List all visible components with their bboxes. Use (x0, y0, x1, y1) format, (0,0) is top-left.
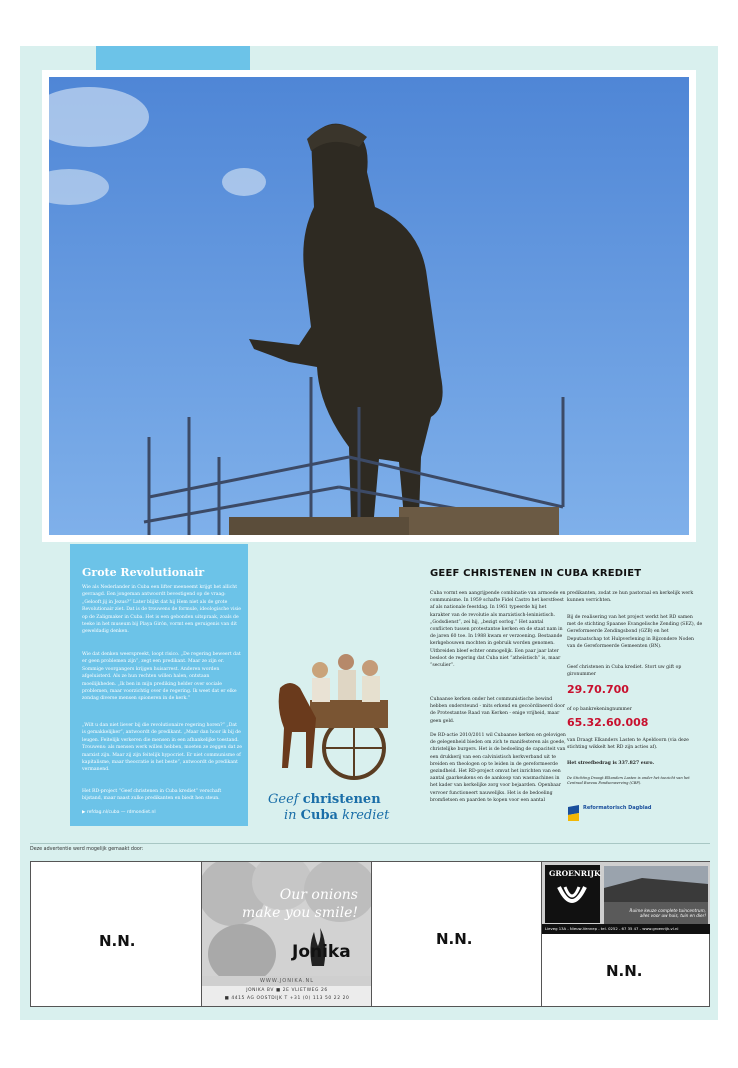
slogan-word: krediet (342, 808, 390, 823)
groenrijk-brand: GROENRIJK (549, 869, 601, 878)
top-accent-tab (96, 46, 250, 72)
anonymous-sponsor: N.N. (436, 930, 473, 948)
article-title: GEEF CHRISTENEN IN CUBA KREDIET (430, 568, 642, 579)
onion-slogan-line: make you smile! (242, 905, 358, 921)
bank-account-number: 65.32.60.008 (567, 716, 649, 729)
jonika-address: JONIKA BV ■ 2E VLIETWEG 26 (246, 988, 328, 993)
bank-label: of op bankrekeningnummer (567, 707, 632, 712)
article-paragraph: Cubaanse kerken onder het communistische bewind hebben ondersteund - mits erkend en gecoördineerd door de Protestantse Raad van Kerken - enige vrijheid, maar geen geld. (430, 697, 565, 724)
slogan-word: in (284, 808, 297, 823)
groenrijk-caption-line: Ruime keuze complete tuincentrum, (629, 908, 706, 913)
anonymous-sponsor: N.N. (99, 932, 136, 950)
sidebar-paragraph: „Wilt u dan niet liever bij die revolutionaire regering horen?” „Dat is gemakkelijker”, antwoordt de predikant. „Maar dan hoor ik bij de leugen. Feitelijk verkeren die mensen in een afhankelijke toestand. Trouwens: als mensen werk willen hebben, moeten ze zeggen dat ze marxist zijn. Maar zij zijn feitelijk hypocriet. Er niet communisme of kapitalisme, maar theocratie is het beste”, antwoordt de predikant vermanend. (82, 723, 242, 773)
groenrijk-caption-line: alles voor uw huis, tuin en dier! (639, 913, 706, 919)
newspaper-logo (567, 804, 677, 822)
sidebar-paragraph: Het RD-project “Geef christenen in Cuba krediet” verschaft bijstand, maar naast zulke predikanten en biedt hen steun. (82, 789, 222, 802)
jonika-url[interactable]: WWW.JONIKA.NL (202, 976, 372, 986)
groenrijk-contact-bar: Lieveg 13A - Nieuw-Vennep - tel. 0252 - 67 35 47 - www.groenrijk-vl.nl (542, 924, 710, 934)
groenrijk-logo (545, 865, 600, 923)
anonymous-sponsor: N.N. (606, 962, 643, 980)
newspaper-name: Reformatorisch Dagblad (583, 805, 652, 811)
onion-slogan-line: Our onions (279, 887, 358, 903)
slogan-word: Cuba (300, 808, 338, 823)
jonika-logo: Jonika (292, 942, 351, 962)
article-paragraph: Geef christenen in Cuba krediet. Stort uw gift op gironummer (567, 665, 682, 678)
account-holder-text: van Draagt Elkanders Lasten te Apeldoorn (via deze stichting wikkelt het RD zijn acties af). (567, 738, 689, 751)
newspaper-logo-icon (567, 804, 581, 822)
groenrijk-ad[interactable] (542, 862, 710, 934)
campaign-slogan (268, 792, 398, 824)
sidebar-paragraph: Wie dat denken weerspreekt, loopt risico. „De regering beweert dat er geen problemen zijn”, zegt een predikant. Maar ze zijn er. Sommige voorgangers krijgen huisarrest. Anderen worden afgeluisterd. Als ze hun rechten willen halen, ontstaan moeilijkheden. „Ik ben in mijn prediking helder over sociale problemen, maar voorzichtig over de regering. Ik weet dat er elke zondag diverse mensen spioneren in de kerk.” (82, 652, 241, 702)
target-amount: Het streefbedrag is 337.827 euro. (567, 761, 655, 766)
sidebar-title: Grote Revolutionair (82, 566, 205, 579)
sponsor-note: Deze advertentie werd mogelijk gemaakt door: (30, 847, 144, 852)
article-paragraph: De RD-actie 2010/2011 wil Cubaanse kerken en gelovigen de gelegenheid bieden om zich te manifesteren als goede, christelijke burgers. Het is de bedoeling de capaciteit van een drukkerij van een calvinistisch kerkverband uit te breiden en theologen op te leiden in de gereformeerde gezindheid. Het RD-project omvat het inrichten van een aantal gaarkeukens en de aankoop van wasmachines in het kader van kerkelijke zorg voor bejaarden. Openbaar vervoer functioneert nauwelijks. Het is de bedoeling bromfietsen en paarden te kopen voor een aantal (430, 733, 566, 803)
slogan-word: christenen (302, 792, 381, 807)
sidebar-paragraph: Wie als Nederlander in Cuba een lifter meeneemt krijgt het allicht gevraagd. Een jongeman antwoordt bevestigend op de vraag: „Gelooft jij in Jezus?” Later blijkt dat hij Hem niet als de grote Revolutionair ziet. Dat is de trouwens de formule, ideologische visie op de Zaligmaker in Cuba. Het is een gebonden uitspraak, zoals de teeke in het museum bij Playa Girón, vormt een geruigenis van dit geweldadig denken. (82, 585, 241, 635)
giro-number: 29.70.700 (567, 683, 629, 696)
footnote: De Stichting Draagt Elkanders Lasten is onder het toezicht van het Centraal Bureau Fondsenwerving (CBF). (567, 776, 690, 786)
sponsor-strip (30, 861, 710, 1007)
sponsor-cell (372, 862, 542, 1006)
sponsor-cell (31, 862, 202, 1006)
sponsor-divider (30, 843, 710, 844)
article-paragraph: predikanten, zodat ze hun pastoraal en kerkelijk werk kunnen verrichten. (567, 591, 694, 604)
horse-cart-illustration (270, 648, 390, 790)
sidebar-source-link[interactable]: ▶ refdag.nl/cuba — rdmondiet.nl (82, 810, 156, 815)
article-paragraph: Cuba vormt een aangrijpende combinatie van armoede en communisme. In 1959 schafte Fidel Castro het kerstfeest af als nationale feestdag. In 1961 typeerde hij het karakter van de revolutie als marxistisch-leninistisch. „Godsdienst”, zei hij, „bezigt oorlog.” Het aantal conflicten tussen protestantse kerken en de staat nam in de jaren 60 toe. In 1988 kwam er verzoening. Bestaande kerkgebouwen mochten in gebruik worden genomen. Uitbreiden bleef echter onmogelijk. Een paar jaar later besloot de regering dat Cuba niet “atheïstisch” is, maar “seculier”. (430, 591, 566, 669)
groenrijk-caption (608, 908, 706, 919)
statue-photo (49, 77, 689, 535)
jonika-address: ■ 4415 AG OOSTDIJK T +31 (0) 113 50 22 20 (224, 996, 350, 1001)
sponsor-cell-border (202, 862, 372, 1006)
slogan-word: Geef (268, 792, 299, 807)
article-paragraph: Bij de realisering van het project werkt het RD samen met de stichting Spaanse Evangelische Zending (SEZ), de Gereformeerde Zendingsbond (GZB) en het Deputaatschap tot Hulpverlening in Bijzondere Noden van de Gereformeerde Gemeenten (BN). (567, 615, 703, 649)
